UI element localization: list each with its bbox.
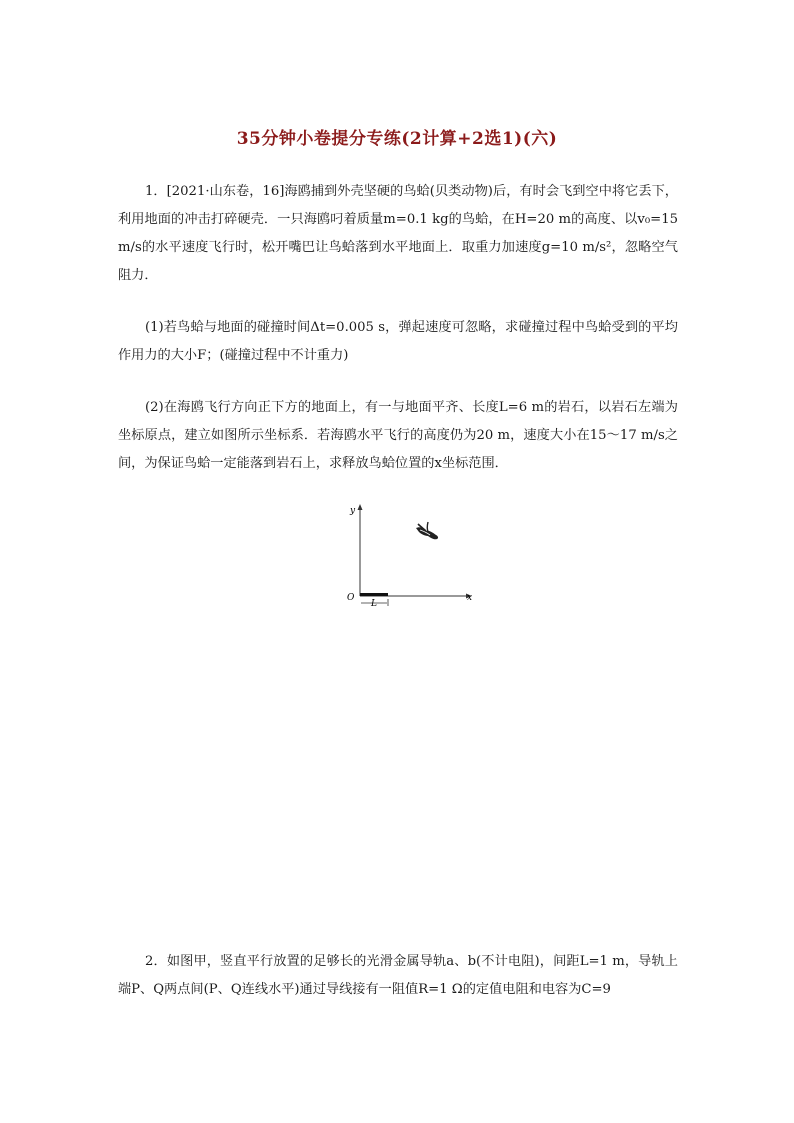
origin-label: O xyxy=(347,593,355,603)
problem-1-part-1-text: (1)若鸟蛤与地面的碰撞时间Δt=0.005 s，弹起速度可忽略，求碰撞过程中鸟蛤受到的平均作用力的大小F；(碰撞过程中不计重力) xyxy=(118,320,678,363)
page-title: 35分钟小卷提分专练(2计算+2选1)(六) xyxy=(236,129,558,149)
problem-1-part-1 xyxy=(118,314,678,370)
problem-1-intro xyxy=(118,178,678,290)
problem-1-part-2 xyxy=(118,394,678,478)
coordinate-figure xyxy=(340,500,480,610)
y-axis-label: y xyxy=(350,506,356,516)
seagull-icon xyxy=(416,522,438,539)
problem-2-intro xyxy=(118,948,678,1004)
x-axis-label: x xyxy=(467,593,473,603)
problem-1-part-2-text: (2)在海鸥飞行方向正下方的地面上，有一与地面平齐、长度L=6 m的岩石，以岩石左端为坐标原点，建立如图所示坐标系．若海鸥水平飞行的高度仍为20 m，速度大小在15～17 m/s之间，为保证鸟蛤一定能落到岩石上，求释放鸟蛤位置的x坐标范围． xyxy=(118,400,678,471)
problem-2-text: 2．如图甲，竖直平行放置的足够长的光滑金属导轨a、b(不计电阻)，间距L=1 m，导轨上端P、Q两点间(P、Q连线水平)通过导线接有一阻值R=1 Ω的定值电阻和电容为C=9 xyxy=(118,954,678,997)
length-label: L xyxy=(371,599,377,609)
problem-1-text: 1．[2021·山东卷，16]海鸥捕到外壳坚硬的鸟蛤(贝类动物)后，有时会飞到空中将它丢下，利用地面的冲击打碎硬壳．一只海鸥叼着质量m=0.1 kg的鸟蛤，在H=20 m的高度、以v₀=15 m/s的水平速度飞行时，松开嘴巴让鸟蛤落到水平地面上．取重力加速度g=10 m/s²，忽略空气阻力． xyxy=(118,184,678,283)
y-axis-arrow xyxy=(358,504,363,510)
